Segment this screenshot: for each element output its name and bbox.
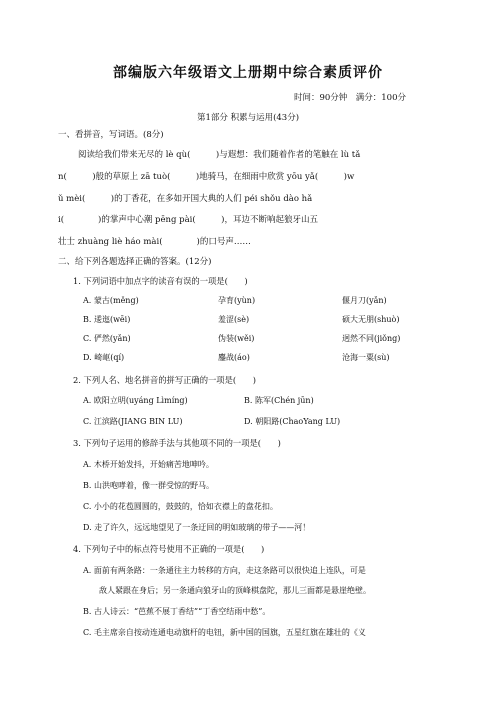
question-2-stem: 2. 下列人名、地名拼音的拼写正确的一项是( )	[73, 375, 256, 385]
exam-meta: 时间：90分钟 满分：100分	[293, 93, 406, 103]
q1-option-d-1: D. 崎岖(qí)	[83, 353, 125, 362]
paragraph-line: i( )的掌声中心潮 pēng pài( )，耳边不断响起狼牙山五	[58, 215, 319, 225]
q1-option-c-1: C. 俨然(yǎn)	[83, 334, 131, 343]
q1-option-a-1: A. 蒙古(měng)	[83, 296, 139, 305]
question-3-stem: 3. 下列句子运用的修辞手法与其他项不同的一项是( )	[73, 438, 281, 448]
q1-option-c-3: 迥然不同(jiǒng)	[342, 334, 401, 343]
q1-option-b-1: B. 逶迤(wēi)	[83, 315, 131, 324]
q4-option-a-continued: 敌人紧跟在身后；另一条通向狼牙山的顶峰棋盘陀，那儿三面都是悬崖绝壁。	[99, 586, 371, 595]
section-1-heading: 一、看拼音，写词语。(8分)	[58, 130, 164, 140]
paragraph-line: 阅读给我们带来无尽的 lè qù( )与遐想：我们随着作者的笔触在 lù tǎ	[78, 150, 361, 160]
q2-option-d: D. 朝阳路(ChaoYang LU)	[244, 417, 341, 426]
q2-option-c: C. 江滨路(JIANG BIN LU)	[83, 417, 183, 426]
q4-option-c: C. 毛主席亲自按动连通电动旗杆的电钮，新中国的国旗，五星红旗在雄壮的《义	[83, 628, 366, 637]
q2-option-b: B. 陈军(Chén jūn)	[244, 396, 314, 405]
q1-option-b-3: 硕大无朋(shuò)	[342, 315, 400, 324]
q3-option-a: A. 木桥开始发抖，开始痛苦地呻吟。	[83, 460, 214, 469]
paragraph-line: n( )般的草原上 zā tuò( )地骑马，在细雨中欣赏 yōu yǎ( )w	[58, 172, 355, 182]
document-title: 部编版六年级语文上册期中综合素质评价	[113, 65, 383, 81]
q3-option-b: B. 山洪咆哮着，像一群受惊的野马。	[83, 481, 214, 490]
q1-option-d-2: 鏖战(áo)	[218, 353, 250, 362]
q1-option-b-2: 羞涩(sè)	[218, 315, 250, 324]
q1-option-d-3: 沧海一粟(sù)	[342, 353, 390, 362]
q2-option-a: A. 欧阳立明(uyáng Lìmíng)	[83, 396, 188, 405]
q3-option-d: D. 走了许久，远远地望见了一条迂回的明如玻璃的带子——河！	[83, 523, 311, 532]
question-4-stem: 4. 下列句子中的标点符号使用不正确的一项是( )	[73, 544, 265, 554]
q4-option-b: B. 古人诗云：“芭蕉不展丁香结”“丁香空结雨中愁”。	[83, 607, 271, 616]
q1-option-a-2: 孕育(yùn)	[218, 296, 256, 305]
section-2-heading: 二、给下列各题选择正确的答案。(12分)	[58, 257, 212, 267]
paragraph-line: 壮士 zhuàng liè háo mài( )的口号声……	[58, 237, 251, 247]
q1-option-c-2: 伪装(wěi)	[218, 334, 255, 343]
q3-option-c: C. 小小的花苞圆圆的，鼓鼓的，恰如衣襟上的盘花扣。	[83, 502, 278, 511]
q4-option-a: A. 面前有两条路：一条通往主力转移的方向，走这条路可以很快追上连队，可是	[83, 566, 366, 575]
paragraph-line: ǔ mèi( )的丁香花，在多如开国大典的人们 péi shǒu dào hǎ	[58, 194, 313, 204]
q1-option-a-3: 偃月刀(yǎn)	[342, 296, 387, 305]
question-1-stem: 1. 下列词语中加点字的读音有误的一项是( )	[73, 276, 248, 286]
part-heading: 第1部分 积累与运用(43分)	[196, 113, 300, 123]
